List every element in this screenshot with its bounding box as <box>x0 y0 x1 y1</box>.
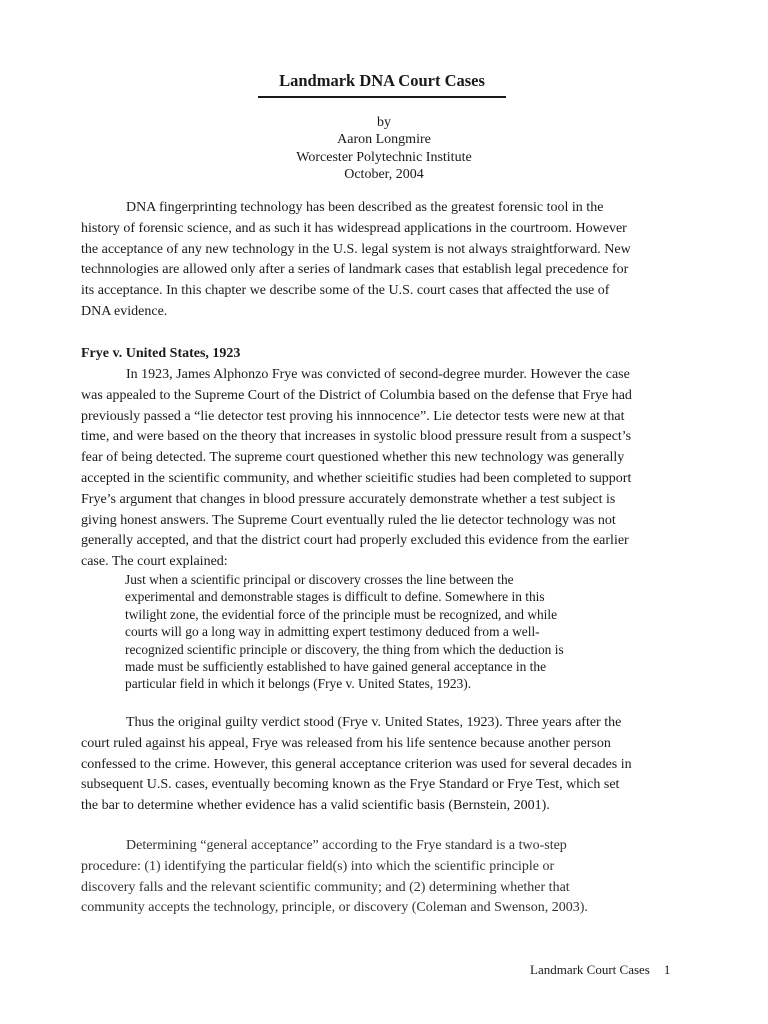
text-line: generally accepted, and that the district court had properly excluded this evidence from the earlier <box>81 533 629 549</box>
text-line: procedure: (1) identifying the particular field(s) into which the scientific principle or <box>81 858 555 874</box>
text-line: DNA fingerprinting technology has been described as the greatest forensic tool in the <box>126 200 604 215</box>
block-quote <box>125 571 645 693</box>
page-footer <box>530 962 670 978</box>
text-line: discovery falls and the relevant scientific community; and (2) determining whether that <box>81 879 570 895</box>
text-line: the acceptance of any new technology in the U.S. legal system is not always straightforward. New <box>81 241 631 257</box>
text-line: history of forensic science, and as such it has widespread applications in the courtroom. However <box>81 220 627 236</box>
text-line: technnologies are allowed only after a series of landmark cases that establish legal precedence for <box>81 262 629 278</box>
quote-line: made must be sufficiently established to have gained general acceptance in the <box>125 659 547 675</box>
quote-line: particular field in which it belongs (Frye v. United States, 1923). <box>125 676 472 692</box>
text-line: confessed to the crime. However, this general acceptance criterion was used for several decades in <box>81 756 632 772</box>
frye-paragraph <box>81 365 693 573</box>
byline-date: October, 2004 <box>344 167 424 183</box>
acceptance-paragraph <box>81 836 693 919</box>
quote-line: recognized scientific principle or discovery, the thing from which the deduction is <box>125 641 564 657</box>
document-title: Landmark DNA Court Cases <box>279 71 485 90</box>
title-underline <box>258 96 506 98</box>
text-line: case. The court explained: <box>81 554 228 570</box>
text-line: community accepts the technology, principle, or discovery (Coleman and Swenson, 2003). <box>81 900 588 916</box>
verdict-paragraph <box>81 713 693 817</box>
page-number: 1 <box>663 962 671 977</box>
byline-institution: Worcester Polytechnic Institute <box>296 149 472 165</box>
text-line: DNA evidence. <box>81 303 168 319</box>
text-line: In 1923, James Alphonzo Frye was convicted of second-degree murder. However the case <box>126 367 630 382</box>
text-line: Frye’s argument that changes in blood pressure accurately demonstrate whether a test subject is <box>81 491 616 507</box>
text-line: Thus the original guilty verdict stood (Frye v. United States, 1923). Three years after the <box>126 715 622 730</box>
text-line: fear of being detected. The supreme court questioned whether this new technology was generally <box>81 450 625 466</box>
text-line: the bar to determine whether evidence has a valid scientific basis (Bernstein, 2001). <box>81 798 550 814</box>
text-line: giving honest answers. The Supreme Court eventually ruled the lie detector technology was not <box>81 512 616 528</box>
text-line: subsequent U.S. cases, eventually becoming known as the Frye Standard or Frye Test, which set <box>81 777 620 793</box>
byline <box>184 114 584 184</box>
quote-line: experimental and demonstrable stages is difficult to define. Somewhere in this <box>125 589 545 605</box>
text-line: was appealed to the Supreme Court of the District of Columbia based on the defense that Frye had <box>81 387 632 403</box>
section-heading: Frye v. United States, 1923 <box>81 346 241 361</box>
text-line: time, and were based on the theory that increases in systolic blood pressure result from a suspect’s <box>81 429 632 445</box>
running-title: Landmark Court Cases <box>530 962 650 977</box>
quote-line: Just when a scientific principal or discovery crosses the line between the <box>125 572 514 587</box>
intro-paragraph <box>81 198 693 323</box>
quote-line: courts will go a long way in admitting expert testimony deduced from a well- <box>125 624 540 640</box>
quote-line: twilight zone, the evidential force of the principle must be recognized, and while <box>125 606 558 622</box>
byline-by: by <box>377 115 391 130</box>
text-line: court ruled against his appeal, Frye was released from his life sentence because another person <box>81 735 611 751</box>
byline-author: Aaron Longmire <box>337 132 431 148</box>
text-line: its acceptance. In this chapter we describe some of the U.S. court cases that affected the use of <box>81 283 610 299</box>
text-line: Determining “general acceptance” according to the Frye standard is a two-step <box>126 838 567 853</box>
text-line: previously passed a “lie detector test proving his innnocence”. Lie detector tests were new at that <box>81 408 625 424</box>
text-line: accepted in the scientific community, and whether scieitific studies had been completed to support <box>81 470 632 486</box>
